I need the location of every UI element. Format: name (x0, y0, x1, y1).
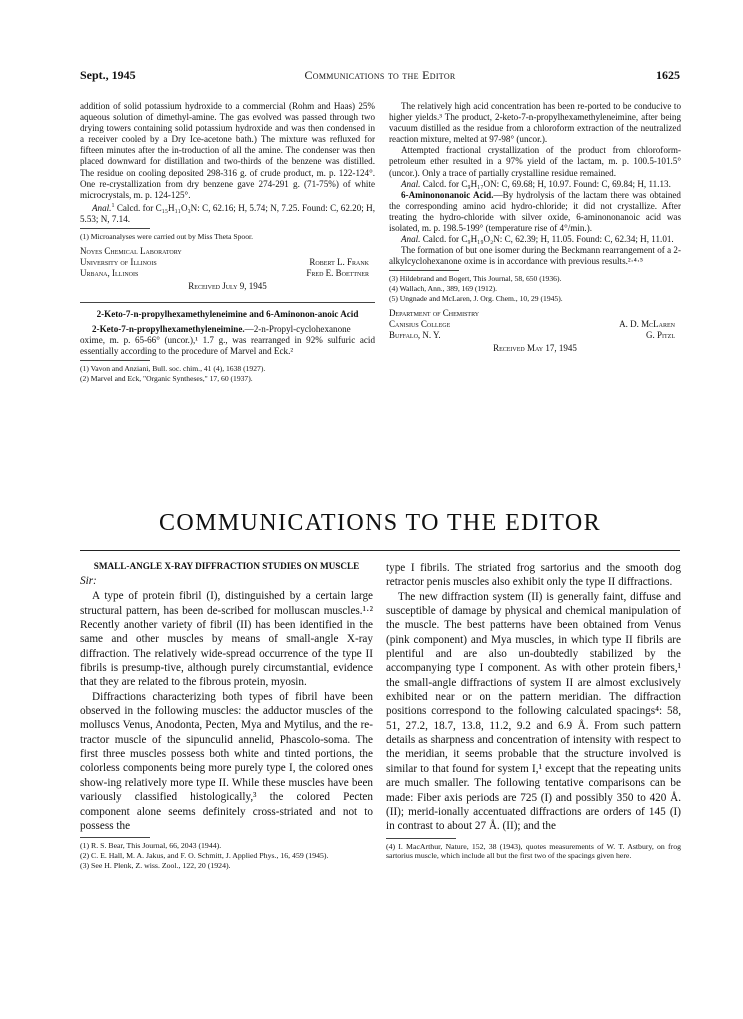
paragraph (80, 324, 375, 357)
running-title: Communications to the Editor (304, 68, 456, 82)
anal-footnote-ref: 1 (111, 202, 115, 209)
footnote-rule (80, 837, 150, 838)
footnote: (2) C. E. Hall, M. A. Jakus, and F. O. Schmitt, J. Applied Phys., 16, 459 (1945). (80, 851, 329, 861)
analysis-text: Calcd. for C₉H₁₇ON: C, 69.68; H, 10.97. Found: C, 69.84; H, 11.13. (420, 178, 671, 189)
received-date: Received May 17, 1945 (493, 343, 577, 354)
analysis-line (389, 179, 681, 190)
footnote: (2) Marvel and Eck, "Organic Syntheses," 17, 60 (1937). (80, 373, 253, 383)
affiliation-univ-row (80, 257, 375, 268)
footnote: (3) See H. Plenk, Z. wiss. Zool., 122, 20 (1924). (80, 861, 231, 870)
paragraph: A type of protein fibril (I), distinguished by a certain large structural pattern, has been de-scribed for molluscan muscles.¹·² Recently another variety of fibril (II) has been identified in the same and other muscles by means of small-angle X-ray diffraction. The relatively wide-spread occurrence of the type II fibrils is presump-tive, although purely circumstantial, evidence that they are related to the fibrous protein, myosin. (80, 590, 373, 689)
top-right-column (389, 101, 681, 354)
paragraph: addition of solid potassium hydroxide to a commercial (Rohm and Haas) 25% aqueous solution of dimethyl-amine. The gas evolved was passed through two drying towers containing solid potassium hydroxide and was then condensed in a receiver cooled by a Dry Ice-acetone bath.) The mixture was refluxed for fifteen minutes after the in-troduction of all the amine. The condenser was then placed downward for distillation and two-thirds of the benzene was distilled. The residue on cooling deposited 298-316 g. of crude product, m. p. 122-124°. One re-crystallization from dry benzene gave 274-291 g. (71-75%) of white microcrystals, m. p. 124-125°. (80, 101, 375, 200)
article-title: 2-Keto-7-n-propylhexamethyleneimine and 6-Aminonon-anoic Acid (96, 308, 359, 319)
subsection-heading: 6-Aminononanoic Acid. (401, 189, 494, 200)
section-title: COMMUNICATIONS TO THE EDITOR (158, 510, 602, 536)
issue-date: Sept., 1945 (80, 68, 136, 82)
letter-title: SMALL-ANGLE X-RAY DIFFRACTION STUDIES ON MUSCLE (93, 561, 360, 571)
footnote-rule (389, 270, 459, 271)
author-name: Fred E. Boettner (306, 267, 369, 278)
page-number: 1625 (656, 68, 680, 82)
anal-label: Anal. (401, 234, 421, 245)
analysis-line (389, 234, 681, 245)
bottom-right-column (386, 561, 681, 861)
footnote: (4) I. MacArthur, Nature, 152, 38 (1943), quotes measurements of W. T. Astbury, on frog sartorius muscle, which include all but the first two of the spacings given here. (386, 841, 681, 861)
anal-label: Anal. (401, 178, 421, 189)
running-header (80, 68, 680, 84)
author-name: Robert L. Frank (309, 256, 369, 267)
footnote: (4) Wallach, Ann., 389, 169 (1912). (389, 284, 498, 293)
salutation: Sir: (80, 575, 97, 587)
analysis-text: Calcd. for C₁₅H₁₁O₃N: C, 62.16; H, 5.74; N, 7.25. Found: C, 62.20; H, 5.53; N, 7.14. (80, 202, 375, 224)
section-rule (80, 550, 680, 551)
author-name: G. Pitzl (646, 330, 675, 341)
paragraph: The relatively high acid concentration has been re-ported to be conducive to higher yields.³ The product, 2-keto-7-n-propylhexamethyleneimine, after being vacuum distilled as the residue from a chloroform extraction of the neutralized reaction mixture, melted at 97-98° (uncor.). (389, 101, 681, 145)
affiliation-university: University of Illinois (80, 256, 157, 267)
received-date: Received July 9, 1945 (188, 280, 267, 291)
paragraph (389, 190, 681, 234)
author-name: A. D. McLaren (619, 319, 675, 330)
anal-label: Anal. (92, 202, 112, 213)
footnote-rule (80, 228, 150, 229)
paragraph-text: —2-n-Propyl-cyclohexanone oxime, m. p. 65-66° (uncor.),¹ 1.7 g., was rearranged in 92% sulfuric acid essentially according to the procedure of Marvel and Eck.² (80, 323, 375, 356)
analysis-text: Calcd. for C₉H₁₉O₂N: C, 62.39; H, 11.05. Found: C, 62.34; H, 11.01. (420, 234, 674, 245)
analysis-line (80, 201, 375, 225)
footnote: (1) Vavon and Anziani, Bull. soc. chim., 41 (4), 1638 (1927). (80, 364, 266, 374)
footnote-rule (80, 360, 150, 361)
footnote: (3) Hildebrand and Bogert, This Journal, 58, 650 (1936). (389, 274, 562, 284)
affiliation-lab: Noyes Chemical Laboratory (80, 245, 182, 256)
footnote: (1) R. S. Bear, This Journal, 66, 2043 (1944). (80, 841, 222, 851)
footnote: (5) Ungnade and McLaren, J. Org. Chem., 10, 29 (1945). (389, 293, 563, 303)
footnote: (1) Microanalyses were carried out by Miss Theta Spoor. (80, 232, 253, 242)
article-divider (80, 302, 375, 303)
affiliation-city: Buffalo, N. Y. (389, 330, 441, 341)
affiliation-city: Urbana, Illinois (80, 267, 139, 278)
affiliation-city-row (389, 330, 681, 341)
paragraph: The formation of but one isomer during the Beckmann rearrangement of a 2-alkylcyclohexanone oxime is in accordance with previous results.²·⁴·⁵ (389, 245, 681, 267)
bottom-left-column (80, 561, 373, 871)
paragraph: Attempted fractional crystallization of the product from chloroform-petroleum ether resulted in a 97% yield of the lactam, m. p. 100.5-101.5° (uncor.). Only a trace of partially crystalline residue remained. (389, 145, 681, 178)
affiliation-college-row (389, 319, 681, 330)
paragraph: The new diffraction system (II) is generally faint, diffuse and susceptible of damage by physical and chemical manipulation of the muscle. The best patterns have been obtained from Venus (pink component) and Mya muscles, in which type II fibrils are plentiful and are also un-doubtedly stabilized by the accompanying type I component. As with other protein fibers,¹ the small-angle diffractions of system II are almost exclusively exhibited near or on the pattern meridian. The diffraction positions correspond to the following calculated spacings⁴: 58, 51, 27.2, 18.7, 13.8, 11.2, 9.2 and 6.9 Å. From such pattern details as sharpness and concentration of intensity with respect to the meridian, it seems probable that the structure involved is similar to that found for system I,¹ except that the repeating units are much smaller. The following tentative comparisons can be made: Fiber axis periods are 725 (I) and possibly 350 to 420 Å. (II); merid-ionally accentuated diffractions are orders of 145 (I) in contrast to about 27 Å. (II); and the (386, 590, 681, 833)
subsection-heading: 2-Keto-7-n-propylhexamethyleneimine. (92, 323, 245, 334)
top-left-column (80, 101, 375, 383)
footnote-rule (386, 838, 456, 839)
affiliation-dept: Department of Chemistry (389, 308, 480, 319)
paragraph: Diffractions characterizing both types of fibril have been observed in the following muscles: the adductor muscles of the molluscs Venus, Anodonta, Pecten, Mya and Mytilus, and the re-tractor muscle of the sipunculid annelid, Phascolo-soma. The first three muscles possess both white and tinted portions, the colorless components being more purely type I, the colored ones show-ing relatively more type II. While these muscles have been variously classified histologically,³ the colored Pecten component alone seems definitely cross-striated and not to possess the (80, 690, 373, 832)
paragraph-text: —By hydrolysis of the lactam there was obtained the corresponding amino acid hydro-chloride; it did not crystallize. After treating the hydro-chloride with silver oxide, 6-aminononanoic acid was isolated, m. p. 198.5-199° (temperature rise of 4°/min.). (389, 189, 681, 234)
affiliation-college: Canisius College (389, 319, 451, 330)
affiliation-city-row (80, 268, 375, 279)
paragraph: type I fibrils. The striated frog sartorius and the smooth dog retractor penis muscles also exhibit only the type II diffractions. (386, 562, 681, 589)
